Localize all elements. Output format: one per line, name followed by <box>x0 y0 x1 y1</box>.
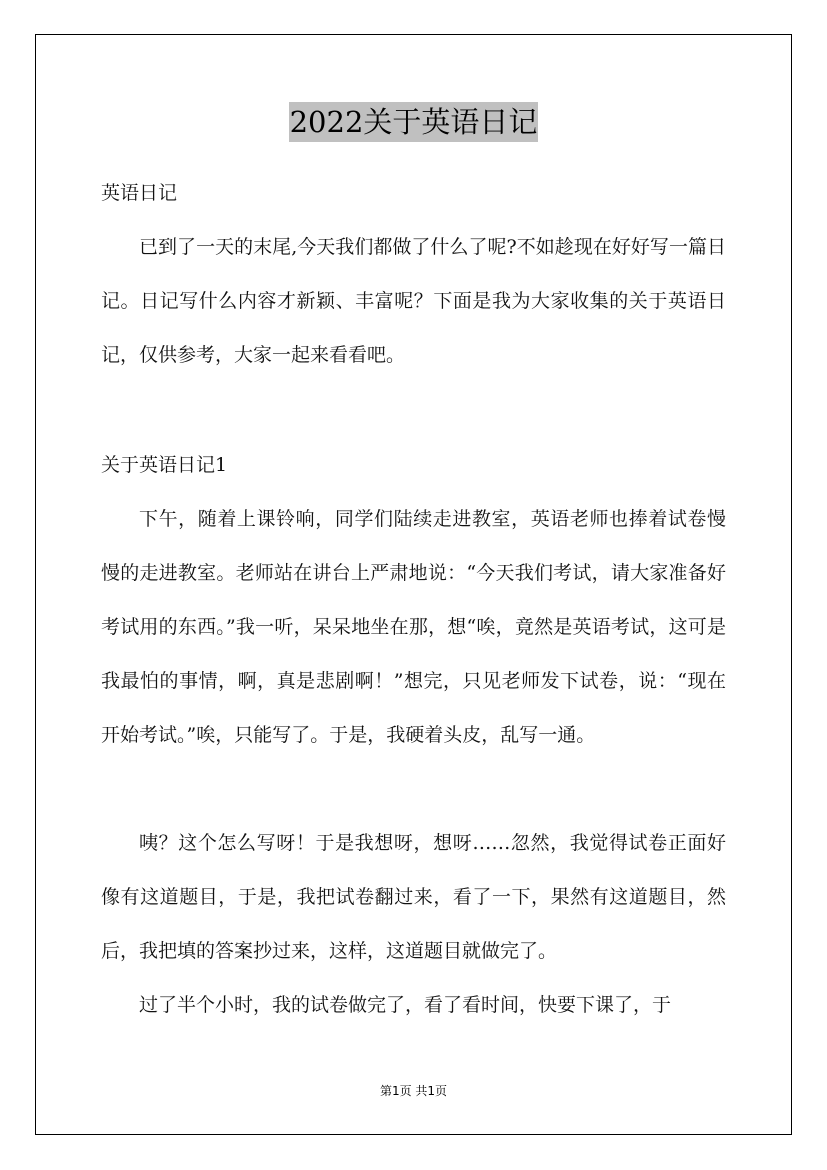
document-title-wrap <box>0 102 827 142</box>
page-footer: 第1页 共1页 <box>379 1084 448 1098</box>
section-label: 英语日记 <box>101 182 178 204</box>
document-title: 2022关于英语日记 <box>289 102 539 142</box>
body-paragraph: 过了半个小时，我的试卷做完了，看了看时间，快要下课了，于 <box>139 994 672 1016</box>
body-paragraph: 咦？这个怎么写呀！于是我想呀，想呀……忽然，我觉得试卷正面好像有这道题目，于是，我把试卷翻过来，看了一下，果然有这道题目，然后，我把填的答案抄过来，这样，这道题目就做完了。 <box>101 832 726 962</box>
body-paragraph: 下午，随着上课铃响，同学们陆续走进教室，英语老师也捧着试卷慢慢的走进教室。老师站在讲台上严肃地说：“今天我们考试，请大家准备好考试用的东西。”我一听，呆呆地坐在那，想“唉，竟然是英语考试，这可是我最怕的事情，啊，真是悲剧啊！”想完，只见老师发下试卷，说：“现在开始考试。”唉，只能写了。于是，我硬着头皮，乱写一通。 <box>101 508 726 746</box>
intro-paragraph: 已到了一天的末尾,今天我们都做了什么了呢?不如趁现在好好写一篇日记。日记写什么内容才新颖、丰富呢？下面是我为大家收集的关于英语日记，仅供参考，大家一起来看看吧。 <box>101 236 726 366</box>
entry-heading: 关于英语日记1 <box>101 454 228 476</box>
